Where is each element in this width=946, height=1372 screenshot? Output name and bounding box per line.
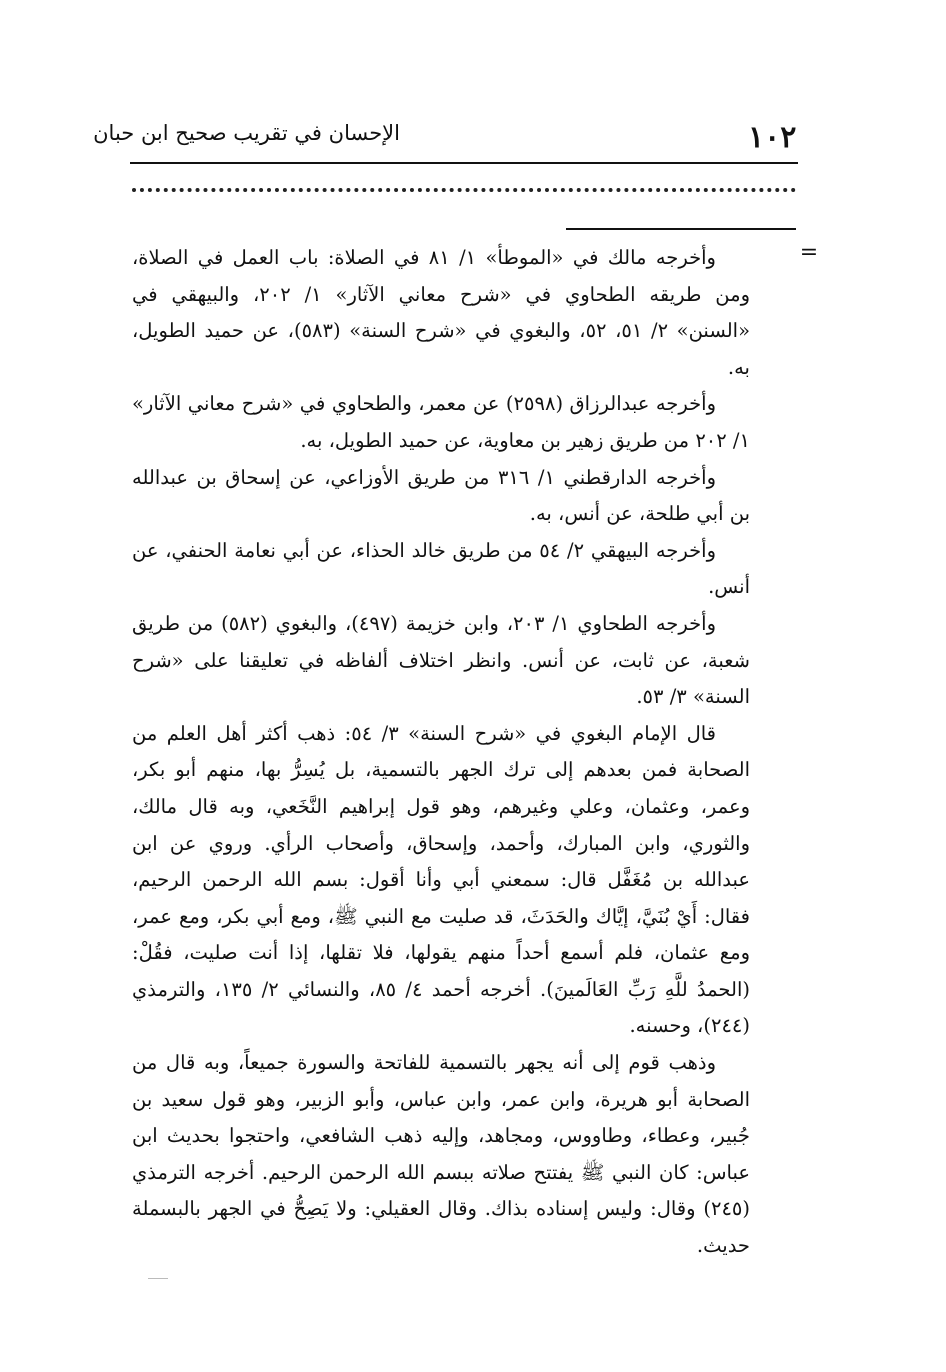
running-title: الإحسان في تقريب صحيح ابن حبان [93, 121, 400, 145]
paragraph: وأخرجه الدارقطني ١/ ٣١٦ من طريق الأوزاعي، عن إسحاق بن عبدالله بن أبي طلحة، عن أنس، به. [132, 465, 750, 526]
header-rule [130, 162, 798, 164]
footnote-rule [566, 228, 796, 230]
paragraph: وأخرجه الطحاوي ١/ ٢٠٣، وابن خزيمة (٤٩٧)، والبغوي (٥٨٢) من طريق شعبة، عن ثابت، عن أنس. وانظر اختلاف ألفاظه في تعليقنا على «شرح السنة» ٣/ ٥٣. [132, 611, 750, 709]
paragraph: وذهب قوم إلى أنه يجهر بالتسمية للفاتحة والسورة جميعاً، وبه قال من الصحابة أبو هريرة، وابن عمر، وابن عباس، وأبو الزبير، وهو قول سعيد بن جُبير، وعطاء، وطاووس، ومجاهد، وإليه ذهب الشافعي، واحتجوا بحديث ابن عباس: كان النبي ﷺ يفتتح صلاته ببسم الله الرحمن الرحيم. أخرجه الترمذي (٢٤٥) وقال: وليس إسناده بذاك. وقال العقيلي: ولا يَصِحُّ في الجهر بالبسملة حديث. [132, 1051, 750, 1258]
footnote-text [132, 240, 750, 1310]
page-number: ١٠٢ [748, 120, 797, 155]
stray-mark [148, 1278, 168, 1279]
paragraph: وأخرجه عبدالرزاق (٢٥٩٨) عن معمر، والطحاوي في «شرح معاني الآثار» ١/ ٢٠٢ من طريق زهير بن معاوية، عن حميد الطويل، به. [132, 392, 750, 452]
continuation-mark: = [799, 240, 819, 265]
paragraph: وأخرجه البيهقي ٢/ ٥٤ من طريق خالد الحذاء، عن أبي نعامة الحنفي، عن أنس. [132, 538, 750, 599]
paragraph: قال الإمام البغوي في «شرح السنة» ٣/ ٥٤: ذهب أكثر أهل العلم من الصحابة فمن بعدهم إلى ترك الجهر بالتسمية، بل يُسِرُّ بها، منهم أبو بكر، وعمر، وعثمان، وعلي وغيرهم، وهو قول إبراهيم النَّخَعي، وبه قال مالك، والثوري، وابن المبارك، وأحمد، وإسحاق، وأصحاب الرأي. وروي عن ابن عبدالله بن مُغَفَّل قال: سمعني أبي وأنا أقول: بسم الله الرحمن الرحيم، فقال: أَيْ بُنَيَّ، إيَّاك والحَدَثَ، قد صليت مع النبي ﷺ، ومع أبي بكر، ومع عمر، ومع عثمان، فلم أسمع أحداً منهم يقولها، فلا تقلها، إذا أنت صليت، فقُلْ: (الحمدُ للَّهِ رَبِّ العَالَمينَ). أخرجه أحمد ٤/ ٨٥، والنسائي ٢/ ١٣٥، والترمذي (٢٤٤)، وحسنه. [132, 721, 750, 1038]
dotted-divider [132, 188, 796, 192]
paragraph: وأخرجه مالك في «الموطأ» ١/ ٨١ في الصلاة: باب العمل في الصلاة، ومن طريقه الطحاوي في «شرح معاني الآثار» ١/ ٢٠٢، والبيهقي في «السنن» ٢/ ٥١، ٥٢، والبغوي في «شرح السنة» (٥٨٣)، عن حميد الطويل، به. [132, 246, 750, 379]
